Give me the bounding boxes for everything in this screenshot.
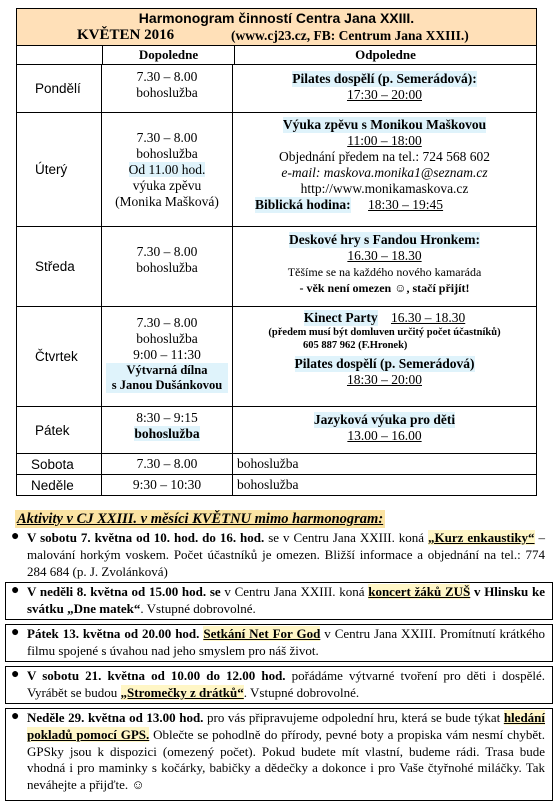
activity-2-text-c: . Vstupné dobrovolné. [140, 600, 256, 616]
friday-language-time: 13.00 – 16.00 [347, 428, 422, 443]
saturday-morning-time: 7.30 – 8.00 [102, 454, 233, 474]
activity-5-text-a: pro vás připravujeme odpolední hru, která se bude týkat [203, 710, 504, 725]
column-morning: Dopoledne [102, 46, 235, 64]
schedule-table [16, 8, 537, 496]
tuesday-morning-teacher: (Monika Mašková) [115, 194, 219, 209]
wednesday-note-1: Těšíme se na každého nového kamaráda [287, 265, 482, 279]
thursday-morning-time: 7.30 – 8.00 [136, 315, 198, 330]
monday-afternoon-event: Pilates dospělí (p. Semerádová): [292, 71, 477, 86]
thursday-kinect-time: 16.30 – 18.30 [390, 310, 466, 325]
monday-morning-event: bohoslužba [136, 85, 198, 100]
wednesday-boardgames-time: 16.30 – 18.30 [347, 248, 422, 263]
tuesday-order-phone: Objednání předem na tel.: 724 568 602 [278, 149, 491, 164]
activity-1-event: „Kurz enkaustiky“ [428, 530, 535, 545]
wednesday-morning-time: 7.30 – 8.00 [136, 244, 198, 259]
bullet-icon: ● [11, 625, 20, 640]
day-friday: Pátek [17, 407, 102, 453]
monday-afternoon-time: 17:30 – 20:00 [346, 87, 422, 102]
activity-3-date: Pátek 13. května od 20.00 hod. [27, 626, 200, 641]
tuesday-morning-singing: výuka zpěvu [132, 178, 202, 193]
activity-item [5, 668, 553, 702]
row-thursday [17, 307, 536, 407]
activity-4-text-b: . Vstupné dobrovolné. [243, 684, 360, 700]
activities-heading: Aktivity v CJ XXIII. v měsíci KVĚTNU mimo harmonogram: [17, 511, 384, 527]
activity-item [5, 626, 553, 660]
day-saturday: Sobota [17, 454, 102, 474]
tuesday-bible-time: 18:30 – 19:45 [368, 197, 444, 212]
tuesday-email: e-mail: maskova.monika1@seznam.cz [281, 165, 488, 180]
wednesday-morning-event: bohoslužba [136, 260, 198, 275]
column-header-row [17, 46, 536, 65]
bullet-icon: ● [11, 529, 20, 544]
day-wednesday: Středa [17, 227, 102, 306]
tuesday-morning-event: bohoslužba [136, 146, 198, 161]
bullet-icon: ● [11, 667, 20, 682]
thursday-kinect-event: Kinect Party [303, 310, 378, 325]
row-sunday [17, 475, 536, 495]
day-sunday: Neděle [17, 475, 102, 495]
activity-item [5, 710, 553, 794]
tuesday-morning-from: Od 11.00 hod. [128, 162, 206, 177]
day-tuesday: Úterý [17, 113, 102, 226]
activity-4-event: „Stromečky z drátků“ [120, 684, 244, 700]
monday-morning-time: 7.30 – 8.00 [136, 69, 198, 84]
activity-item [5, 584, 553, 618]
sunday-morning-time: 9:30 – 10:30 [102, 475, 233, 495]
activity-1-text-b: – malování horkým voskem. Počet účastníků je omezen. Bližší informace a objednání na tel.: 774 284 684 (p. J. Zvolánková) [27, 530, 546, 579]
tuesday-website[interactable]: http://www.monikamaskova.cz [300, 181, 469, 196]
thursday-workshop: Výtvarná dílna [126, 363, 208, 377]
saturday-afternoon: bohoslužba [237, 456, 299, 471]
activity-5-text-b: Oblečte se pohodlně do přírody, pevné boty a propiska vám nesmí chybět. GPSky jsou k dispozici (omezený počet). Pokud budete mít vlastní, budeme rádi. Trasa bude vhodná i pro maminky s kočárky, babičky a dědečky a dokonce i pro Vaše čtyřnohé miláčky. Tak neváhejte a přijďte. ☺ [27, 726, 545, 793]
friday-language-event: Jazyková výuka pro děti [313, 412, 456, 427]
activity-4-text-a: pořádáme výtvarné tvoření pro děti i dospělé. Vyrábět se budou [27, 668, 546, 700]
activity-1-date: V sobotu 7. května od 10. hod. do 16. hod. [27, 530, 265, 545]
row-saturday [17, 454, 536, 475]
row-wednesday [17, 227, 536, 307]
thursday-workshop-teacher: s Janou Dušánkovou [111, 378, 223, 392]
day-thursday: Čtvrtek [17, 307, 102, 406]
activity-2-occasion: v Hlinsku ke svátku „Dne matek“ [27, 584, 545, 616]
tuesday-singing-event: Výuka zpěvu s Monikou Maškovou [282, 117, 487, 132]
wednesday-note-2: - věk není omezen ☺, stačí přijít! [299, 281, 470, 295]
activity-2-text-a: v Centru Jana XXIII. koná [220, 584, 369, 599]
activity-5-event: hledání pokladů pomocí GPS. [27, 710, 546, 742]
web-info: (www.cj23.cz, FB: Centrum Jana XXIII.) [231, 28, 469, 43]
activity-2-event: koncert žáků ZUŠ [368, 584, 471, 599]
activity-item [5, 530, 553, 580]
bullet-icon: ● [11, 709, 20, 724]
thursday-kinect-phone: 605 887 962 (F.Hronek) [303, 340, 408, 351]
tuesday-bible-hour: Biblická hodina: [255, 197, 351, 212]
wednesday-boardgames-event: Deskové hry s Fandou Hronkem: [288, 232, 481, 247]
activity-4-date: V sobotu 21. května od 10.00 do 12.00 hod. [27, 668, 286, 683]
tuesday-morning-time: 7.30 – 8.00 [136, 130, 198, 145]
row-tuesday [17, 113, 536, 227]
thursday-morning-event: bohoslužba [136, 331, 198, 346]
column-afternoon: Odpoledne [355, 47, 416, 62]
thursday-kinect-note: (předem musí být domluven určitý počet účastníků) [268, 327, 501, 338]
bullet-icon: ● [11, 583, 20, 598]
activity-1-text-a: se v Centru Jana XXIII. koná [264, 530, 429, 545]
thursday-pilates-time: 18:30 – 20:00 [346, 372, 422, 387]
friday-morning-event: bohoslužba [134, 426, 200, 441]
row-monday [17, 65, 536, 113]
friday-morning-time: 8:30 – 9:15 [136, 410, 198, 425]
thursday-morning-time-2: 9:00 – 11:30 [133, 347, 201, 362]
month-label: KVĚTEN 2016 [77, 27, 175, 43]
activity-5-date: Neděle 29. května od 13.00 hod. [27, 710, 204, 725]
row-friday [17, 407, 536, 454]
schedule-title: Harmonogram činností Centra Jana XXIII. [138, 10, 415, 26]
schedule-header [17, 9, 536, 46]
day-monday: Pondělí [17, 65, 102, 112]
activity-3-text-b: v Centru Jana XXIII. Promítnutí krátkého filmu spojené s úvahou nad jeho smyslem pro náš život. [27, 626, 546, 658]
thursday-pilates-event: Pilates dospělí (p. Semerádová) [294, 356, 475, 371]
activity-2-date: V neděli 8. května od 15.00 hod. se [27, 584, 221, 599]
activity-3-event: Setkání Net For God [203, 626, 321, 641]
tuesday-singing-time: 11:00 – 18:00 [347, 133, 422, 148]
sunday-afternoon: bohoslužba [237, 477, 299, 492]
